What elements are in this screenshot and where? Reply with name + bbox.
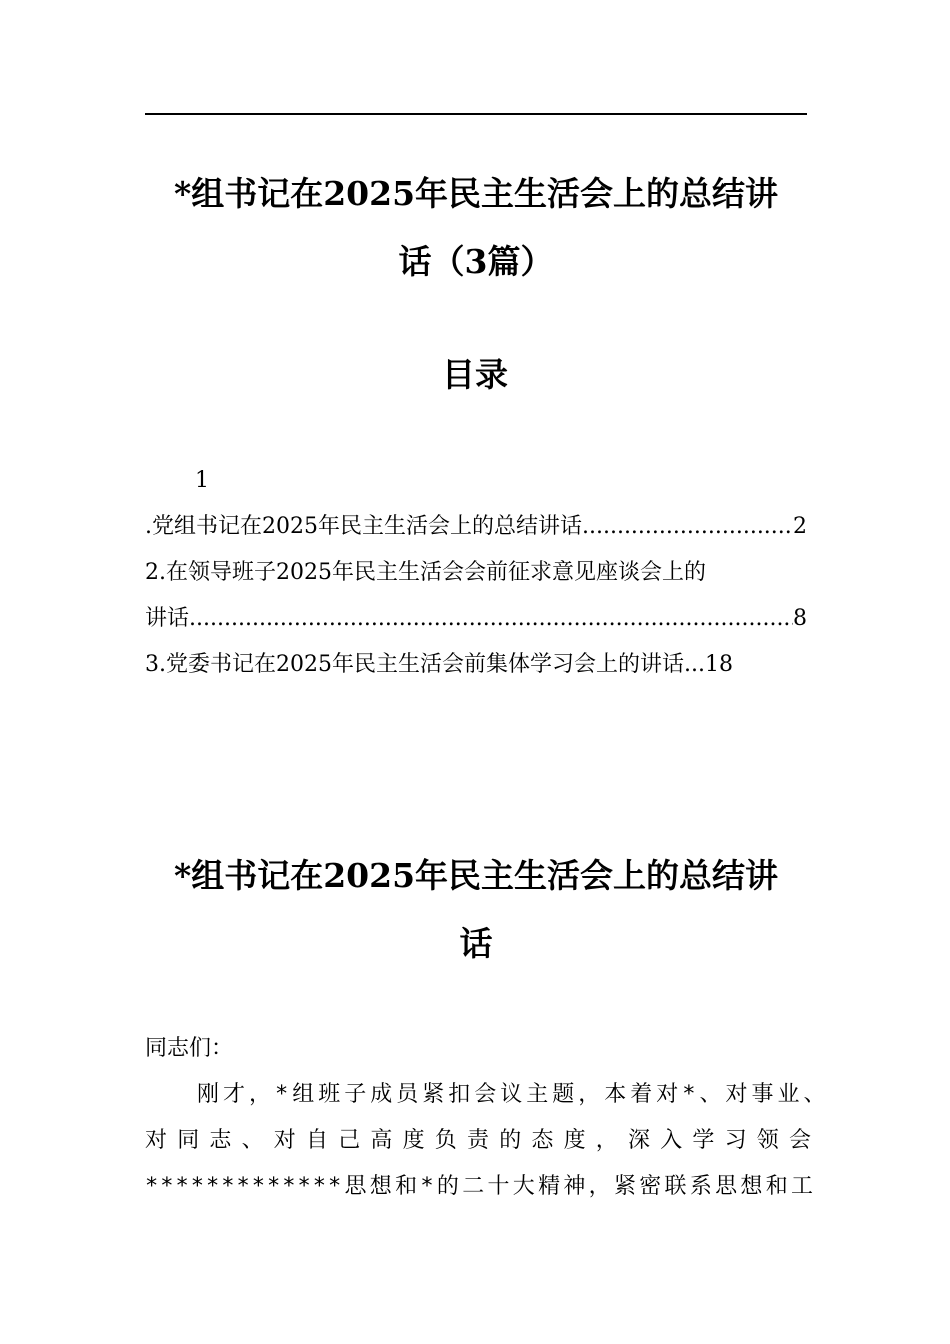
toc-entry-page: 8 [793,606,807,631]
document-title-line-2: 话（3篇） [398,242,554,281]
section-title [140,842,812,978]
paragraph-line-1: 刚才，*组班子成员紧扣会议主题，本着对*、对事业、 [197,1082,830,1107]
document-title [140,160,812,296]
toc-leader-dots [189,596,793,642]
toc-entry-text: 3.党委书记在2025年民主生活会前集体学习会上的讲话 [145,652,684,677]
section-title-line-2: 话 [459,924,493,963]
top-rule [145,113,807,115]
document-title-line-1: *组书记在2025年民主生活会上的总结讲 [173,174,779,213]
toc-entry-text: 讲话 [145,606,190,631]
toc-heading: 目录 [442,355,508,394]
table-of-contents [145,504,807,688]
toc-entry-2[interactable] [145,550,807,596]
toc-entry-2-continued[interactable] [145,596,807,642]
body-paragraph [145,1072,830,1210]
paragraph-line-2: 对同志、对自己高度负责的态度，深入学习领会 [145,1128,815,1153]
greeting: 同志们： [145,1036,234,1061]
toc-entry-page: ...18 [683,652,733,677]
paragraph-line-3: *************思想和*的二十大精神，紧密联系思想和工 [145,1174,815,1199]
toc-entry-text: .党组书记在2025年民主生活会上的总结讲话 [145,514,582,539]
toc-entry-3[interactable] [145,642,807,688]
toc-entry-page: 2 [793,514,807,539]
toc-entry-text: 2.在领导班子2025年民主生活会会前征求意见座谈会上的 [145,560,706,585]
toc-leader-dots [582,504,793,550]
toc-first-number: 1 [195,468,209,493]
section-title-line-1: *组书记在2025年民主生活会上的总结讲 [173,856,779,895]
toc-entry-1[interactable] [145,504,807,550]
